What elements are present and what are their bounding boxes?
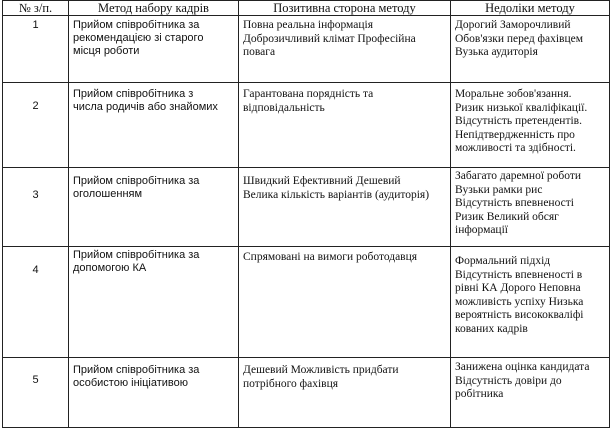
method-line: допомогою КА: [73, 262, 147, 274]
method-line: Прийом співробітника за: [73, 249, 200, 261]
pros-line: Повна реальна інформація: [243, 19, 374, 31]
cons-line: можливість успіху Низька: [455, 295, 584, 308]
cons-line: Моральне зобов'язання.: [455, 88, 572, 100]
table-row: [3, 168, 610, 247]
method-line: особистою ініціативою: [73, 377, 188, 389]
cons-line: Відсутність довіри до: [455, 374, 562, 387]
pros-line: Доброзичливий клімат Професійна: [243, 32, 416, 45]
pros-line: Спрямовані на вимоги роботодавця: [243, 251, 418, 263]
pros-cell: [239, 16, 451, 83]
cons-cell: [451, 168, 610, 247]
cons-line: Формальний підхід: [455, 255, 551, 267]
row-number-cell: [3, 247, 69, 358]
cons-line: Непідтвердженність про: [455, 128, 575, 141]
method-line: Прийом співробітника з: [73, 88, 194, 100]
cons-line: Вузька аудиторія: [455, 46, 538, 58]
pros-line: Велика кількість варіантів (аудиторія): [243, 188, 430, 201]
cons-line: Відсутність претендентів.: [455, 115, 582, 127]
row-number-cell: [3, 168, 69, 247]
pros-line: Дешевий Можливість придбати: [243, 364, 399, 376]
method-cell: [69, 168, 239, 247]
pros-cell: [239, 358, 451, 428]
row-number-cell: [3, 83, 69, 168]
method-cell: [69, 83, 239, 168]
cons-line: рівні КА Дорого Неповна: [455, 282, 581, 294]
row-number: 2: [32, 100, 39, 112]
cons-line: Відсутність впевненості в: [455, 268, 583, 281]
header-number: № з/п.: [3, 1, 69, 16]
row-number: 4: [32, 264, 39, 276]
cons-line: Ризик низької кваліфікації.: [455, 101, 588, 114]
cons-cell: [451, 247, 610, 358]
recruitment-methods-table: [2, 0, 610, 428]
row-number-cell: [3, 358, 69, 428]
cons-cell: [451, 358, 610, 428]
table-row: [3, 358, 610, 428]
cons-line: Дорогий Заморочливий: [455, 19, 571, 31]
row-number: 1: [32, 19, 39, 31]
cons-line: Ризик Великий обсяг: [455, 210, 559, 223]
method-line: Прийом співробітника за: [73, 364, 200, 376]
method-line: числа родичів або знайомих: [73, 101, 218, 113]
cons-line: кованих кадрів: [455, 322, 528, 335]
cons-cell: [451, 16, 610, 83]
cons-line: можливості та здібності.: [455, 142, 576, 154]
cons-line: робітника: [455, 388, 504, 400]
method-line: Прийом співробітника за: [73, 175, 200, 187]
method-line: місця роботи: [73, 45, 140, 57]
header-method: Метод набору кадрів: [69, 1, 239, 16]
method-line: Прийом співробітника за: [73, 19, 200, 31]
pros-line: потрібного фахівця: [243, 377, 339, 390]
header-pros: Позитивна сторона методу: [239, 1, 451, 16]
method-cell: [69, 16, 239, 83]
cons-line: Занижена оцінка кандидата: [455, 361, 590, 373]
method-line: оголошенням: [73, 188, 143, 200]
cons-line: Відсутність впевненості: [455, 197, 574, 209]
row-number-cell: [3, 16, 69, 83]
pros-line: відповідальність: [243, 101, 325, 114]
cons-line: Обов'язки перед фахівцем: [455, 32, 584, 45]
cons-cell: [451, 83, 610, 168]
header-cons: Недоліки методу: [451, 1, 610, 16]
table-row: [3, 247, 610, 358]
pros-cell: [239, 168, 451, 247]
method-cell: [69, 358, 239, 428]
pros-cell: [239, 247, 451, 358]
table-row: [3, 16, 610, 83]
cons-line: інформації: [455, 224, 508, 236]
row-number: 3: [32, 189, 39, 201]
pros-line: Швидкий Ефективний Дешевий: [243, 175, 401, 187]
table-header-row: [3, 1, 610, 16]
cons-line: Забагато даремної роботи: [455, 170, 582, 182]
row-number: 5: [32, 374, 39, 386]
cons-line: вероятність висококваліфі: [455, 309, 584, 321]
method-cell: [69, 247, 239, 358]
table-row: [3, 83, 610, 168]
cons-line: Вузьки рамки рис: [455, 183, 543, 196]
pros-line: повага: [243, 46, 276, 58]
pros-line: Гарантована порядність та: [243, 88, 374, 100]
pros-cell: [239, 83, 451, 168]
method-line: рекомендацією зі старого: [73, 32, 204, 44]
